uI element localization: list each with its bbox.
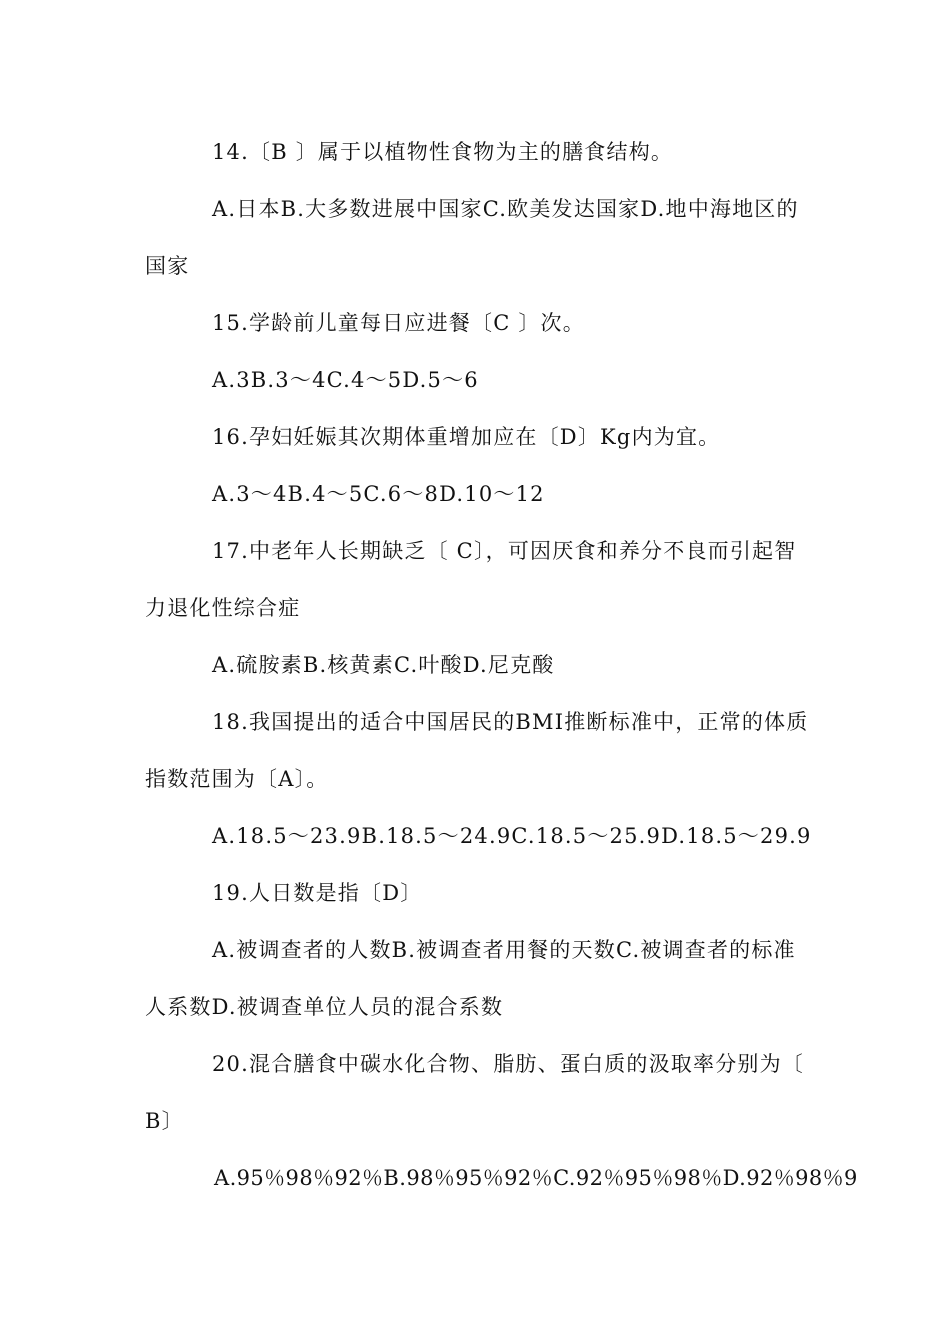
- question-20-options: A.95％98％92％B.98％95％92％C.92％95％98％D.92％98％9: [214, 1166, 858, 1190]
- question-15-options: A.3B.3～4C.4～5D.5～6: [212, 368, 479, 392]
- question-14-options-continued: 国家: [145, 254, 190, 278]
- question-15: 15.学龄前儿童每日应进餐〔C 〕次。: [212, 311, 585, 335]
- question-17-options: A.硫胺素B.核黄素C.叶酸D.尼克酸: [212, 653, 555, 677]
- question-18-continued: 指数范围为〔A〕。: [145, 767, 329, 791]
- question-19-options: A.被调查者的人数B.被调查者用餐的天数C.被调查者的标准: [212, 938, 796, 962]
- question-17-continued: 力退化性综合症: [145, 596, 301, 620]
- question-18: 18.我国提出的适合中国居民的BMI推断标准中，正常的体质: [212, 710, 809, 734]
- question-20: 20.混合膳食中碳水化合物、脂肪、蛋白质的汲取率分别为〔: [212, 1052, 804, 1076]
- question-16: 16.孕妇妊娠其次期体重增加应在〔D〕Kg内为宜。: [212, 425, 721, 449]
- question-16-options: A.3～4B.4～5C.6～8D.10～12: [212, 482, 545, 506]
- question-18-options: A.18.5～23.9B.18.5～24.9C.18.5～25.9D.18.5～29.9: [212, 824, 812, 848]
- question-17: 17.中老年人长期缺乏〔 C〕，可因厌食和养分不良而引起智: [212, 539, 797, 563]
- question-19: 19.人日数是指〔D〕: [212, 881, 423, 905]
- question-20-continued: B〕: [145, 1109, 184, 1133]
- question-14-options: A.日本B.大多数进展中国家C.欧美发达国家D.地中海地区的: [212, 197, 799, 221]
- question-14: 14.〔B 〕属于以植物性食物为主的膳食结构。: [212, 140, 674, 164]
- question-19-options-continued: 人系数D.被调查单位人员的混合系数: [145, 995, 504, 1019]
